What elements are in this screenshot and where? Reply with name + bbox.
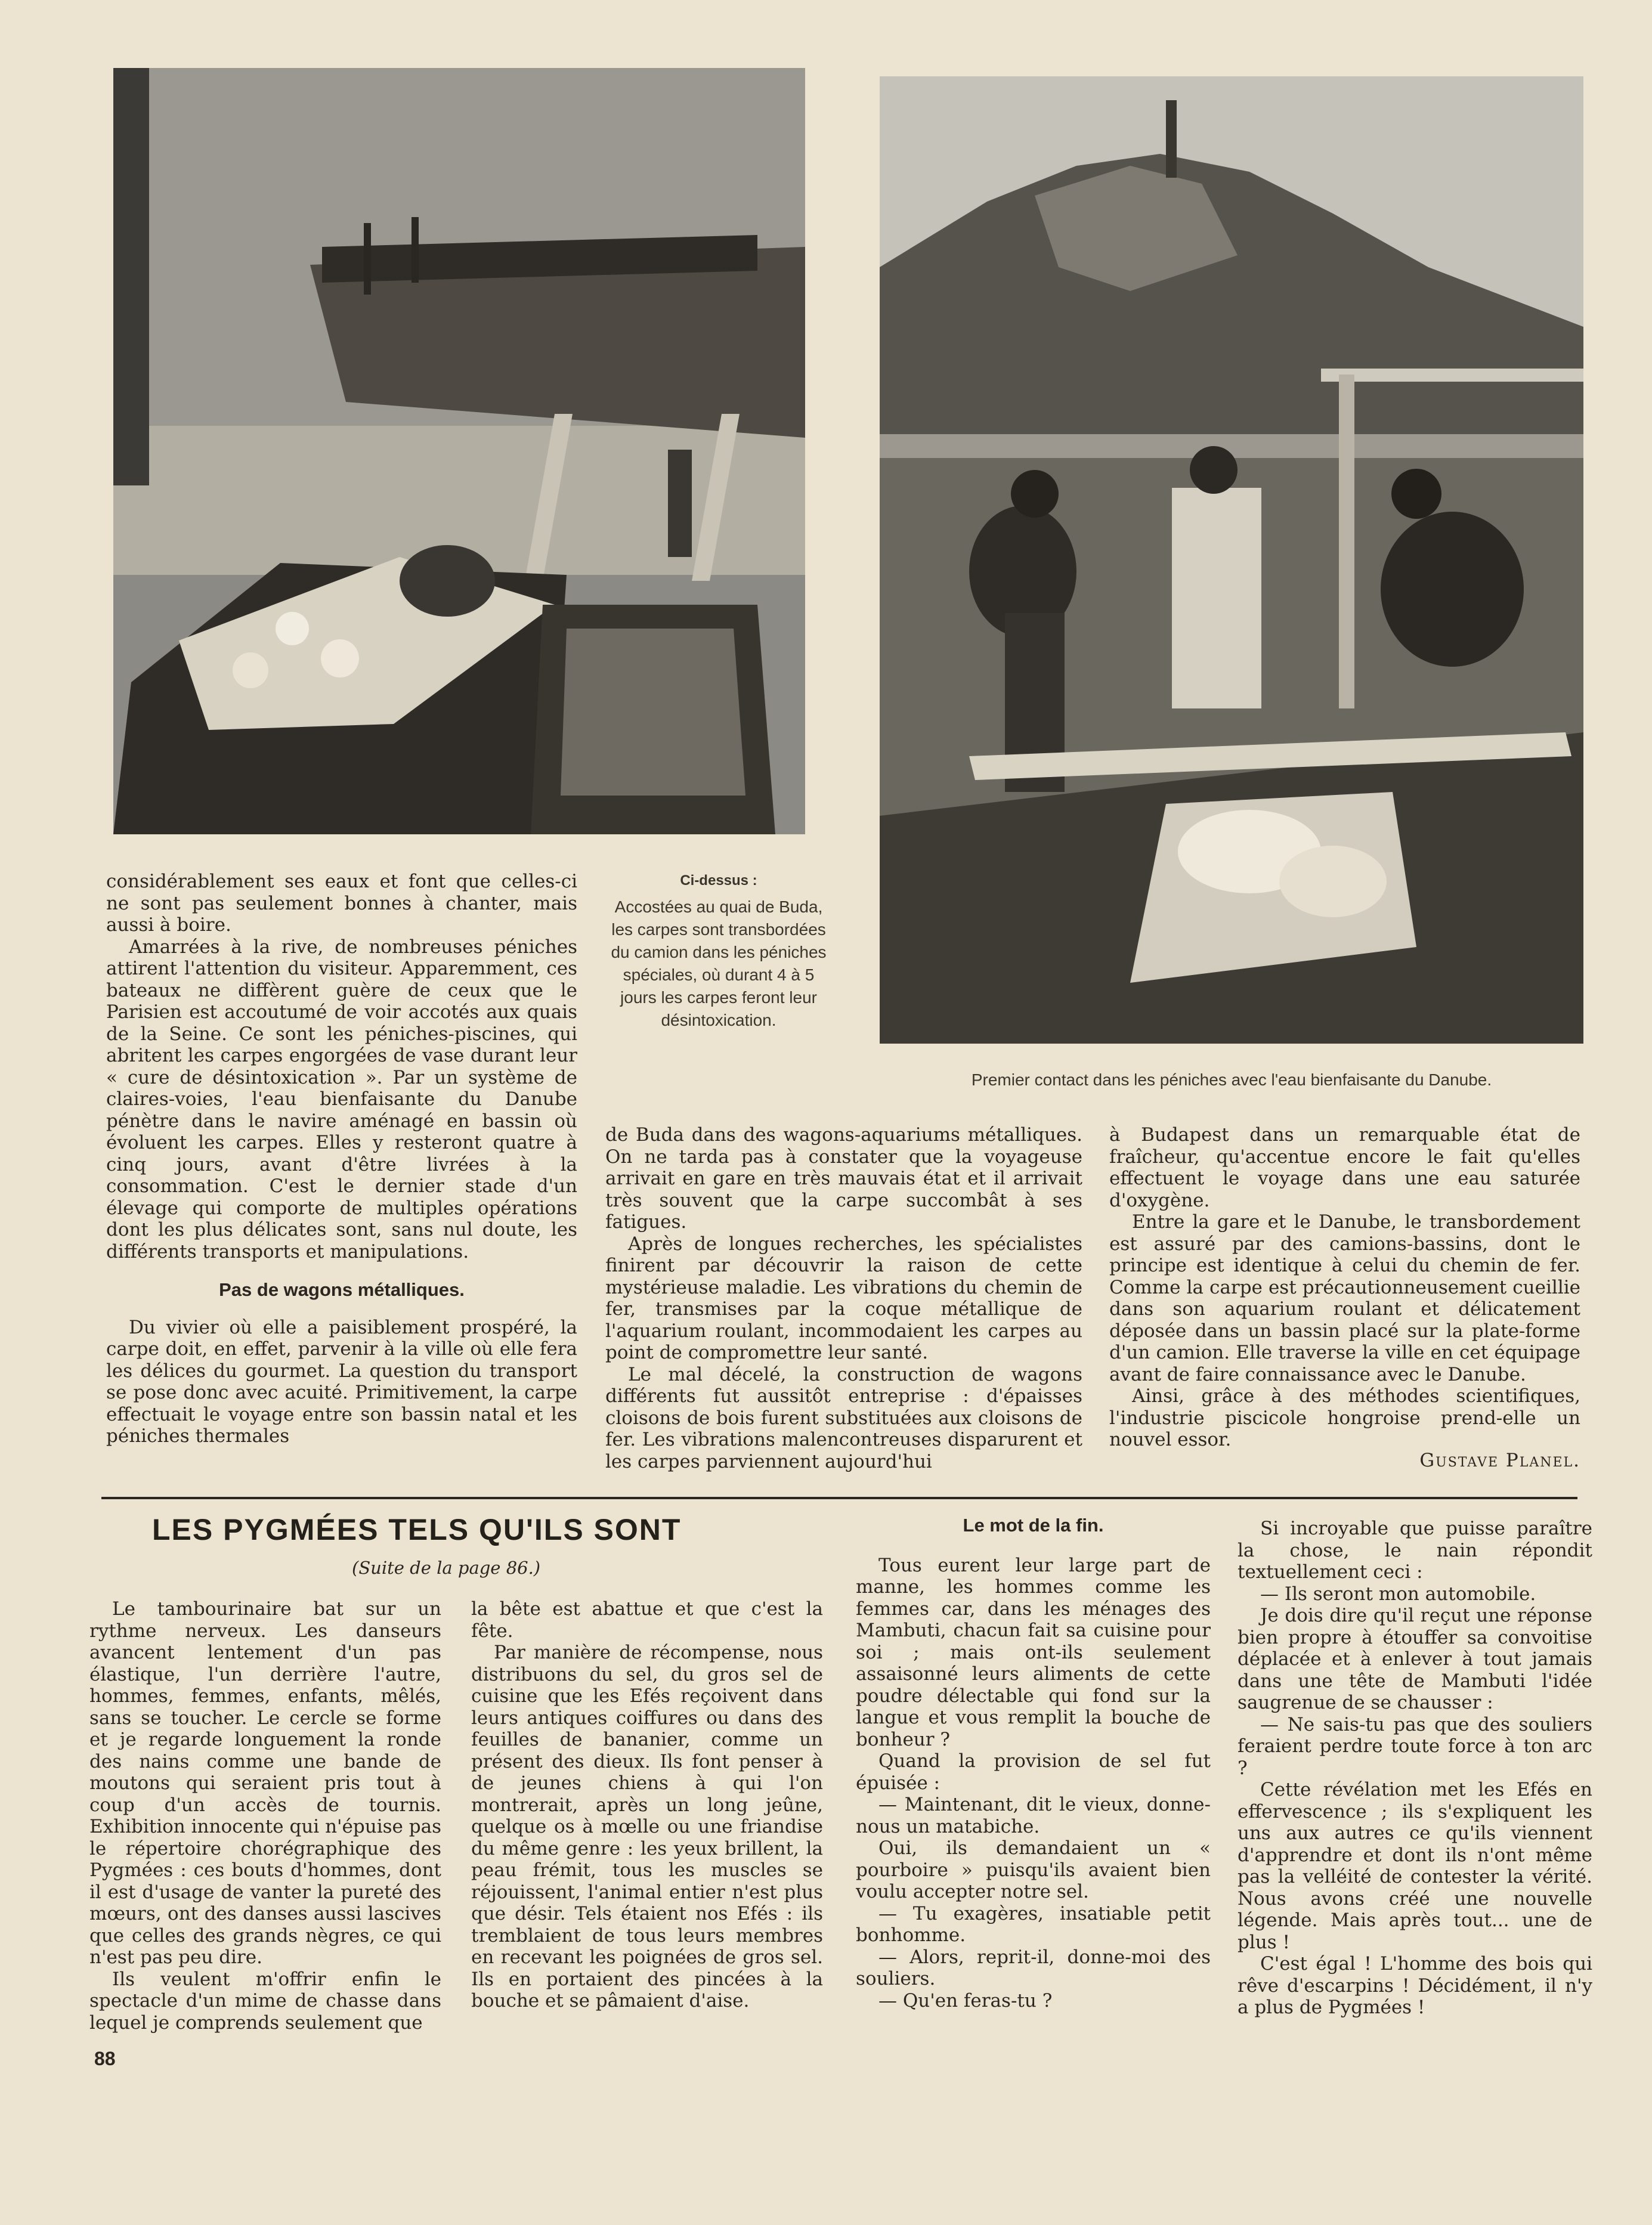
paragraph: Par manière de récompense, nous distribuons du sel, du gros sel de cuisine que les Efés reçoivent dans leurs antiques coiffures ou dans des feuilles de bananier, comme un présent des dieux. Ils font penser à de jeunes chiens à qui l'on montrerait, après un long jeûne, quelque os à mœlle ou une friandise du même genre : les yeux brillent, la peau frémit, tous les muscles se réjouissent, l'animal entier n'est plus que désir. Tels étaient nos Efés : ils tremblaient de tous leurs membres en recevant les poignées de gros sel. Ils en portaient des pincées à la bouche et se pâmaient d'aise.	[471, 1642, 823, 2012]
paragraph: Entre la gare et le Danube, le transbordement est assuré par des camions-bassins, dont le principe est identique à celui du chemin de fer. Comme la carpe est précautionneusement cueillie dans son aquarium roulant et délicatement déposée dans un bassin placé sur la plate-forme d'un camion. Elle traverse la ville en cet équipage avant de faire connaissance avec le Danube.	[1109, 1211, 1580, 1385]
paragraph: Quand la provision de sel fut épuisée :	[856, 1750, 1211, 1794]
article1-col1	[106, 871, 577, 1447]
article2-col3	[856, 1515, 1211, 2012]
paragraph: — Ils seront mon automobile.	[1260, 1583, 1536, 1605]
paragraph: Ils veulent m'offrir enfin le spectacle d'un mime de chasse dans lequel je comprends seulement que	[89, 1968, 441, 2034]
article2-title: LES PYGMÉES TELS QU'ILS SONT	[152, 1513, 682, 1546]
paragraph: Du vivier où elle a paisiblement prospéré, la carpe doit, en effet, parvenir à la ville où elle fera les délices du gourmet. La question du transport se pose donc avec acuité. Primitivement, la carpe effectuait le voyage entre son bassin natal et les péniches thermales	[106, 1316, 577, 1447]
paragraph: Ainsi, grâce à des méthodes scientifiques, l'industrie piscicole hongroise prend-elle un nouvel essor.	[1109, 1385, 1580, 1450]
caption-right-photo: Premier contact dans les péniches avec l'eau bienfaisante du Danube.	[971, 1070, 1492, 1089]
paragraph: — Qu'en feras-tu ?	[878, 1989, 1053, 2012]
caption-heading: Ci-dessus :	[680, 872, 757, 889]
paragraph: à Budapest dans un remarquable état de fraîcheur, qu'accentue encore le fait qu'elles effectuent le voyage dans une eau saturée d'oxygène.	[1109, 1124, 1580, 1211]
article2-col2	[471, 1598, 823, 2012]
paragraph: Je dois dire qu'il reçut une réponse bien propre à étouffer sa convoitise déplacée et à enlever à tout jamais dans une tête de Mambuti l'idée saugrenue de se chausser :	[1238, 1605, 1592, 1713]
paragraph: Cette révélation met les Efés en effervescence ; ils s'expliquent les uns aux autres ce qu'ils viennent d'apprendre et dont ils n'ont même pas la velléité de contester la vérité. Nous avons créé une nouvelle légende. Mais après tout... une de plus !	[1238, 1779, 1592, 1953]
paragraph: Amarrées à la rive, de nombreuses péniches attirent l'attention du visiteur. Apparemment, ces bateaux ne diffèrent guère de ceux que le Parisien est accoutumé de voir accotés aux quais de la Seine. Ce sont les péniches-piscines, qui abritent les carpes engorgées de vase durant leur « cure de désintoxication ». Par un système de claires-voies, l'eau bienfaisante du Danube pénètre dans le navire aménagé en bassin où évoluent les carpes. Elles y resteront quatre à cinq jours, avant d'être livrées à la consommation. C'est le dernier stade d'un élevage qui comporte de multiples opérations dont les plus délicates sont, sans nul doute, les différents transports et manipulations.	[106, 936, 577, 1262]
caption-ci-dessus	[605, 869, 832, 1032]
photo-men-transferring-carp	[880, 76, 1583, 1044]
paragraph: Si incroyable que puisse paraître la chose, le nain répondit textuellement ceci :	[1238, 1518, 1592, 1583]
subheading-wagons: Pas de wagons métalliques.	[219, 1279, 465, 1300]
paragraph: considérablement ses eaux et font que celles-ci ne sont pas seulement bonnes à chanter, mais aussi à boire.	[106, 871, 577, 936]
paragraph: la bête est abattue et que c'est la fête.	[471, 1598, 823, 1642]
photo-barges-fish-crates	[113, 68, 805, 834]
paragraph: de Buda dans des wagons-aquariums métalliques. On ne tarda pas à constater que la voyageuse arrivait en gare en très mauvais état et il arrivait très souvent que la carpe succombât à ses fatigues.	[605, 1124, 1082, 1233]
article1-col3	[1109, 1124, 1580, 1471]
section-divider	[101, 1497, 1577, 1499]
paragraph: Oui, ils demandaient un « pourboire » puisqu'ils avaient bien voulu accepter notre sel.	[856, 1837, 1211, 1902]
paragraph: — Ne sais-tu pas que des souliers feraient perdre toute force à ton arc ?	[1238, 1713, 1592, 1779]
paragraph: — Maintenant, dit le vieux, donne-nous un matabiche.	[856, 1794, 1211, 1837]
paragraph: — Alors, reprit-il, donne-moi des souliers.	[856, 1946, 1211, 1989]
paragraph: — Tu exagères, insatiable petit bonhomme.	[856, 1902, 1211, 1946]
subheading-mot-de-la-fin: Le mot de la fin.	[963, 1515, 1104, 1536]
paragraph: Le mal décelé, la construction de wagons différents fut aussitôt entreprise : d'épaisses cloisons de bois furent substituées aux cloisons de fer. Les vibrations malencontreuses disparurent et les carpes parviennent aujourd'hui	[605, 1363, 1082, 1472]
continued-note: (Suite de la page 86.)	[352, 1558, 541, 1578]
article2-col1	[89, 1598, 441, 2034]
author-signature: Gustave Planel.	[1419, 1449, 1580, 1471]
paragraph: C'est égal ! L'homme des bois qui rêve d'escarpins ! Décidément, il n'y a plus de Pygmées !	[1238, 1953, 1592, 2018]
article1-col2	[605, 1124, 1082, 1472]
article2-col4	[1238, 1518, 1592, 2019]
caption-text: Accostées au quai de Buda, les carpes sont transbordées du camion dans les péniches spéciales, où durant 4 à 5 jours les carpes feront leur désintoxication.	[611, 898, 827, 1029]
paragraph: Le tambourinaire bat sur un rythme nerveux. Les danseurs avancent lentement d'un pas élastique, l'un derrière l'autre, hommes, femmes, enfants, mêlés, sans se toucher. Le cercle se forme et je regarde longuement la ronde des nains comme une bande de moutons qui seraient pris tout à coup d'un accès de tournis. Exhibition innocente qui n'épuise pas le répertoire chorégraphique des Pygmées : ces bouts d'hommes, dont il est d'usage de vanter la pureté des mœurs, ont des danses aussi lascives que celles des grands nègres, ce qui n'est pas peu dire.	[89, 1598, 441, 1968]
page-number: 88	[94, 2048, 116, 2069]
paragraph: Après de longues recherches, les spécialistes finirent par découvrir la raison de cette mystérieuse maladie. Les vibrations du chemin de fer, transmises par la coque métallique de l'aquarium roulant, incommodaient les carpes au point de compromettre leur santé.	[605, 1233, 1082, 1363]
paragraph: Tous eurent leur large part de manne, les hommes comme les femmes car, dans les ménages des Mambuti, chacun fait sa cuisine pour soi ; mais ont-ils seulement assaisonné leurs aliments de cette poudre délectable qui fond sur la langue et vous remplit la bouche de bonheur ?	[856, 1554, 1211, 1750]
